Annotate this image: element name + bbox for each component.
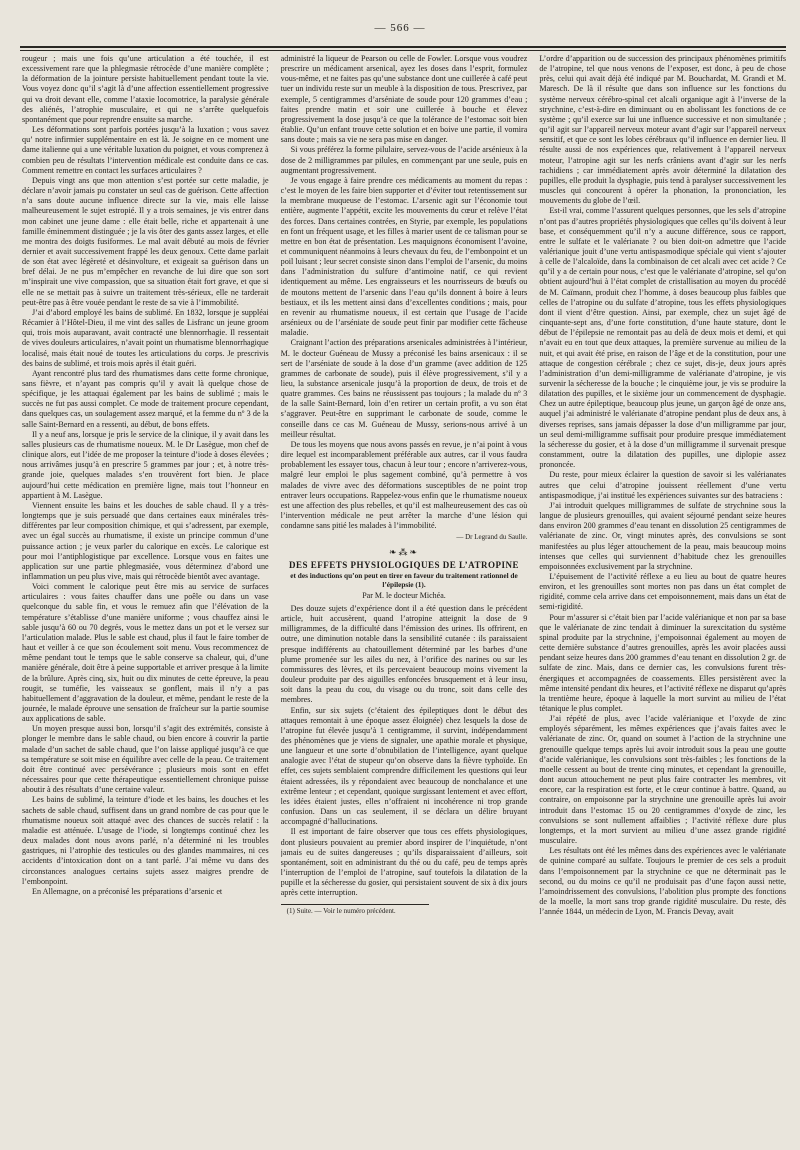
- middle-column: [281, 54, 528, 1140]
- paragraph: Viennent ensuite les bains et les douches de sable chaud. Il y a très-longtemps que je suis persuadé que dans certaines eaux minérales très-différentes par leur composition chimique, et qui s’adressent, par exemple, avec un égal succès au rhumatisme, il existe un principe commun d’une puissance action ; je veux parler du calorique en excès. Le calorique est pour moi l’antiphlogistique par excellence. Lorsque vous en faites une application sur une partie phlegmasiée, vous déterminez d’abord une inflammation un peu plus vive, mais qui rétrocède bientôt avec avantage.: [22, 500, 269, 581]
- article-title: DES EFFETS PHYSIOLOGIQUES DE L’ATROPINE: [288, 559, 520, 570]
- ornamental-separator: ❧⁂❧: [388, 546, 420, 557]
- paragraph: Est-il vrai, comme l’assurent quelques personnes, que les sels d’atropine n’ont pas d’autres propriétés physiologiques que celles qu’ils doivent à leur base, et conséquemment qu’il n’y a aucune différence, sous ce rapport, entre le sulfate et le valérianate ? ou bien doit-on admettre que l’acide valérianique jouit d’une vertu antispasmodique spéciale qui vient s’ajouter à celle de l’alcaloïde, dans la combinaison de cet alcali avec cet acide ? Ce qu’il y a de certain pour nous, c’est que le valérianate d’atropine, sel qu’on obtient aujourd’hui à l’état complet de cristallisation au moyen du procédé de M. Caïmann, produit chez l’homme, à doses beaucoup plus faibles que celles de l’atropine ou du sulfate d’atropine, tous les effets physiologiques dont il vient d’être question. Ainsi, par exemple, chez un sujet âgé de cinquante-sept ans, d’une forte constitution, d’une haute stature, dont le début de l’épilepsie ne remontait pas au delà de deux mois et demi, et qui n’avait eu en tout que deux attaques, la première survenue au milieu de la nuit, et qui avait été prise, en raison de l’âge et de la constitution, pour une attaque de congestion cérébrale ; chez ce sujet, dis-je, deux jours après l’administration d’un demi-milligramme de valérianate d’atropine, je vis survenir la sécheresse de la bouche ; le cinquième jour, je vis se produire la dilatation des pupilles, et le sixième jour un commencement de dysphagie. Chez un autre épileptique, beaucoup plus jeune, un garçon âgé de onze ans, auquel j’ai administré le valérianate d’atropine pendant plus de deux ans, à diverses reprises, sans jamais dépasser la dose d’un milligramme par jour, un seul demi-milligramme suffisait pour produire presque immédiatement la sécheresse du gosier, et à la dose d’un milligramme il survenait presque constamment, outre la dilatation des pupilles, une diplopie assez prononcée.: [539, 206, 787, 470]
- author-signature: — Dr Legrand du Saulle.: [456, 533, 528, 542]
- paragraph: Du reste, pour mieux éclairer la question de savoir si les valérianates autres que celui d’atropine jouissent réellement d’une vertu antispasmodique, j’ai institué les expériences suivantes sur des batraciens :: [539, 470, 787, 500]
- page-number: — 566 —: [374, 22, 426, 34]
- paragraph: Les bains de sublimé, la teinture d’iode et les bains, les douches et les sachets de sable chaud, suffisent dans un grand nombre de cas pour que le rhumatisme noueux soit attaqué avec des chances de succès relatif : la maladie est atténuée. L’usage de l’iode, si longtemps continué chez les deux malades dont nous avons parlé, n’a déterminé ni les troubles gastriques, ni l’atrophie des testicules ou des glandes mammaires, ni ces accidents d’intoxication dont on a tant parlé. J’ai même vu dans des circonstances analogues certains sujets assez maigres prendre de l’embonpoint.: [22, 795, 269, 886]
- middle-column-body: [281, 54, 528, 531]
- footnote: (1) Suite. — Voir le numéro précédent.: [286, 906, 396, 915]
- paragraph: Il y a neuf ans, lorsque je pris le service de la clinique, il y avait dans les salles plusieurs cas de rhumatisme noueux. M. le Dr Lasègue, mon chef de clinique alors, eut l’idée de me proposer la teinture d’iode à doses élevées ; nous arrivâmes jusqu’à en prescrire 5 grammes par jour ; et, à notre très-grande joie, quelques malades s’en trouvèrent fort bien. Je place aujourd’hui cette médication en première ligne, mais tout l’honneur en appartient à M. Lasègue.: [22, 429, 269, 500]
- text-columns: [22, 54, 786, 1140]
- paragraph: Un moyen presque aussi bon, lorsqu’il s’agit des extrémités, consiste à plonger le membre dans le sable chaud, ou bien encore à couvrir la partie malade d’un sachet de sable chaud, que l’on laisse appliqué jusqu’à ce que sa température se soit mise en équilibre avec celle de la peau. Ce traitement doit être continué avec persévérance ; plusieurs mois sont en effet nécessaires pour que cette thérapeutique essentiellement chronique puisse aboutir à des résultats d’une certaine valeur.: [22, 724, 269, 795]
- paragraph: Si vous préférez la forme pilulaire, servez-vous de l’acide arsénieux à la dose de 2 milligrammes par pilules, en commençant par une seule, puis en augmentant progressivement.: [280, 145, 528, 175]
- left-column: [22, 54, 269, 1140]
- paragraph: Je vous engage à faire prendre ces médicaments au moment du repas : c’est le moyen de les faire bien supporter et d’éviter tout retentissement sur la membrane muqueuse de l’estomac. L’arsenic agit sur l’économie tout entière, augmente l’appétit, excite les mouvements du cœur et relève l’état des forces. Dans certaines contrées, en Styrie, par exemple, les populations en font un fréquent usage, et les filles à marier usent de ce talisman pour se mettre en bon état de présentation. Les maquignons économisent l’avoine, et communiquent néanmoins à leurs chevaux du feu, de l’embonpoint et un poil luisant ; leur secret consiste sinon dans l’emploi de l’arsenic, du moins dans l’administration du sulfure d’antimoine natif, ce qui revient identiquement au même. Les engraisseurs et les nourrisseurs de bœufs ou de moutons mettent de l’arsenic dans l’eau qu’ils donnent à boire à leurs bestiaux, et ils les mettent ainsi dans d’excellentes conditions ; mais, pour en revenir au rhumatisme noueux, il est certain que l’usage de l’acide arsénieux ou de l’arséniate de soude peut finir par modifier cette fâcheuse maladie.: [280, 175, 528, 338]
- paragraph: Il est important de faire observer que tous ces effets physiologiques, dont plusieurs pouvaient au premier abord inspirer de l’inquiétude, n’ont jamais eu de suites dangereuses ; qu’ils disparaissaient d’ailleurs, soit spontanément, soit en administrant du thé ou du café, peu de temps après l’interruption de l’emploi de l’atropine, sauf toutefois la dilatation de la pupille et la sécheresse du gosier, qui persistaient souvent de six à dix jours après cette interruption.: [280, 827, 528, 898]
- paragraph: Voici comment le calorique peut être mis au service de surfaces articulaires : vous faites chauffer dans une poêle ou dans un vase quelconque du sable fin, et vous le remuez afin que l’élévation de la température s’établisse d’une manière uniforme ; vous chauffez ainsi le sable jusqu’à 60 ou 70 degrés, vous le mettez dans un pot et le versez sur l’articulation malade. Plus le sable est chaud, plus il faut le faire tomber de haut et veiller à ce que son écoulement soit menu. Vous recommencez de même pendant tout le temps que le sable conserve sa chaleur, qui, d’une manière générale, doit être à peine supportable et arriver presque à la limite de la brûlure. Après cinq, six, huit ou dix minutes de cette épreuve, la peau rougit, se tuméfie, les vaisseaux se gonflent, mais il n’y a pas habituellement d’aggravation de la douleur, et même, pendant le reste de la journée, le malade éprouve une sensation de fraîcheur sur la partie soumise aux applications de sable.: [22, 582, 269, 724]
- paragraph: Les résultats ont été les mêmes dans des expériences avec le valérianate de quinine comparé au sulfate. Toujours le premier de ces sels a produit dans l’empoisonnement par la strychnine ce que ne déterminait pas le second, ou du moins ce qu’il ne produisait pas d’une façon aussi nette, l’amoindrissement des convulsions, l’abolition plus prompte des fonctions de la moelle, la mort sans trop grande rigidité musculaire. Du reste, dès l’année 1844, un médecin de Lyon, M. Francis Devay, avait: [539, 846, 787, 917]
- paragraph: administré la liqueur de Pearson ou celle de Fowler. Lorsque vous voudrez prescrire un médicament arsenical, ayez les doses dans l’esprit, formulez vous-même, et ne faites pas qu’une substance dont une cuillerée à café peut tuer un individu reste sur un meuble à la disposition de tous. Prescrivez, par exemple, 5 centigrammes d’arséniate de soude pour 120 grammes d’eau ; faites prendre matin et soir une cuillerée à bouche et élevez progressivement la dose jusqu’à ce que la tolérance de l’estomac soit bien établie. Qu’un enfant trouve cette solution et en boive une partie, il vomira sans doute ; mais sa vie ne sera pas mise en danger.: [280, 54, 528, 145]
- paragraph: J’ai d’abord employé les bains de sublimé. En 1832, lorsque je suppléai Récamier à l’Hôtel-Dieu, il me vint des salles de Lisfranc un jeune groom qui, trois mois auparavant, avait contracté une blennorrhagie. Il ressentait de vives douleurs articulaires, n’avait point un rhumatisme blennorrhagique localisé, mais était noué de toutes les articulations du corps. Je prescrivis des bains de sublimé, et trois mois après il était guéri.: [22, 307, 269, 368]
- paragraph: L’ordre d’apparition ou de succession des principaux phénomènes primitifs de l’atropine, tel que nous venons de l’exposer, est donc, à peu de chose près, celui qui avait déjà été indiqué par M. Bouchardat, M. Grandi et M. Maresch. De là il résulte que dans son influence sur les fonctions du système nerveux cérébro-spinal cet alcali organique agit à l’inverse de la strychnine, c’est-à-dire en diminuant ou en abolissant les fonctions de ce système ; qu’il exerce sur lui une influence successive et non simultanée ; qu’il agit sur l’appareil nerveux moteur avant d’agir sur l’appareil nerveux sensitif, et que ce sont les lobes cérébraux qu’il influence en dernier lieu. Il résulte aussi de nos expériences que, relativement à l’appareil nerveux moteur, l’atropine agit sur les nerfs crâniens avant d’agir sur les nerfs rachidiens ; car immédiatement après avoir déterminé la dilatation des pupilles, elle produit la dysphagie, puis tend à paralyser successivement les muscles qui concourent à opérer la phonation, la prononciation, les mouvements du globe de l’œil.: [539, 54, 787, 206]
- article-author: Par M. le docteur Michéa.: [362, 590, 446, 600]
- paragraph: L’épuisement de l’activité réflexe a eu lieu au bout de quatre heures environ, et les grenouilles sont mortes non pas dans un état complet de rigidité, comme cela arrive dans cet empoisonnement, mais dans un état de semi-rigidité.: [539, 571, 787, 612]
- paragraph: Enfin, sur six sujets (c’étaient des épileptiques dont le début des attaques remontait à une époque assez éloignée) chez lesquels la dose de l’atropine fut élevée jusqu’à 1 centigramme, il survint, indépendamment des phénomènes que je viens de signaler, une apathie morale et physique, une langueur et une sorte d’obnubilation de l’intelligence, ayant quelque analogie avec l’état de stupeur qu’on observe dans la fièvre typhoïde. En effet, ces sujets semblaient comprendre difficilement les questions qui leur étaient adressées, ils y répondaient avec beaucoup de nonchalance et une extrême lenteur ; et cependant, quoique surgissant lentement et avec effort, les idées étaient justes, elles n’offraient ni incohérence ni trop grande confusion. Dans un cas seulement, il se déclara un délire bruyant accompagné d’hallucinations.: [280, 705, 528, 827]
- paragraph: Les déformations sont parfois portées jusqu’à la luxation ; vous savez qu’ notre infirmier supplémentaire en est là. Je soigne en ce moment une dame italienne qui a une véritable luxation du poignet, et vous comprenez à combien peu de résultats l’intervention médicale est conduite dans ce cas. Comment remettre en contact les surfaces articulaires ?: [22, 125, 269, 175]
- paragraph: rougeur ; mais une fois qu’une articulation a été touchée, il est excessivement rare que la phlegmasie rétrocède d’une manière complète ; la déformation de la jointure persiste habituellement pendant toute la vie. Vous voyez donc qu’il s’agit là d’une affection essentiellement progressive qui va droit devant elle, comme l’ataxie locomotrice, la paralysie générale des aliénés, l’atrophie musculaire, et qui ne s’arrête quelquefois spontanément que pour reprendre ensuite sa marche.: [22, 54, 269, 124]
- paragraph: En Allemagne, on a préconisé les préparations d’arsenic et: [32, 886, 223, 896]
- article-body: [281, 604, 528, 899]
- paragraph: Craignant l’action des préparations arsenicales administrées à l’intérieur, M. le docteur Guéneau de Mussy a préconisé les bains arsenicaux : il se sert de l’arséniate de soude à la dose d’un gramme (avec addition de 125 grammes de carbonate de soude), puis il élève progressivement, s’il y a lieu, la substance arsenicale jusqu’à la proportion de deux, de trois et de quatre grammes. Ces bains ne réussissent pas toujours ; la malade du nº 3 de la salle Saint-Bernard, loin d’en retirer un certain profit, a vu son état s’aggraver. Peut-être en supprimant le carbonate de soude, comme le conseille dans ce cas M. Guéneau de Mussy, serions-nous arrivé à un meilleur résultat.: [280, 338, 528, 439]
- footnote-rule: [281, 904, 429, 905]
- header-rule: [20, 46, 786, 51]
- article-subtitle: et des inductions qu’on peut en tirer en faveur du traitement rationnel de l’épilepsie (1).: [290, 570, 518, 589]
- paragraph: J’ai introduit quelques milligrammes de sulfate de strychnine sous la langue de plusieurs grenouilles, qui avaient séjourné pendant seize heures dans environ 200 grammes d’eau tenant en dissolution 25 centigrammes de valérianate de zinc. Or, vingt minutes après, des convulsions se sont manifestées au plus léger attouchement de la peau, mais beaucoup moins intenses que celles qui surviennent d’habitude chez les grenouilles empoisonnées exclusivement par la strychnine.: [539, 500, 787, 571]
- paragraph: Depuis vingt ans que mon attention s’est portée sur cette maladie, je déclare n’avoir jamais pu constater un seul cas de guérison. Cette affection n’a sans doute aucune influence directe sur la vie, mais elle laisse malheureusement le sujet estropié. Il y a trois semaines, je vis entrer dans mon cabinet une jeune dame : elle était belle, riche et appartenait à une famille éminemment distinguée ; je la vis ôter des gants assez larges, et elle me montra des doigts fusiformes. Le mal avait débuté au mois de février dernier et avait successivement frappé les deux genoux. Cette dame parlait de son état avec légèreté et désinvolture, et exigeait sa guérison dans un bref délai. Je ne pus m’empêcher en revanche de lui dire que son sort m’inspirait une vive compassion, que sa situation était fort grave, et que si elle ne se mettait pas à suivre un traitement très-sérieux, elle ne tarderait peut-être pas à être vouée pendant le reste de sa vie à l’immobilité.: [22, 175, 269, 307]
- right-column: [539, 54, 786, 1140]
- paragraph: J’ai répété de plus, avec l’acide valérianique et l’oxyde de zinc employés séparément, les mêmes expériences que j’avais faites avec le valérianate de zinc. Or, quand on soumet à l’action de la strychnine une grenouille quelque temps après lui avoir introduit sous la peau une goutte d’acide valérianique, les convulsions sont très-faibles ; les fonctions de la moelle cessent au bout de trente cinq minutes, et cependant la grenouille, dont aucun attouchement ne peut plus faire contracter les membres, vit encore, car la respiration est forte, et le cœur continue à battre. Quand, au contraire, on empoisonne par la strychnine une grenouille après lui avoir introduit dans l’estomac 15 ou 20 centigrammes d’oxyde de zinc, les convulsions se sont nullement affaiblies ; l’activité réflexe dure plus longtemps, et la mort survient au milieu d’une assez grande rigidité musculaire.: [539, 714, 787, 846]
- paragraph: Pour m’assurer si c’était bien par l’acide valérianique et non par sa base que le valérianate de zinc tendait à diminuer la surexcitation du système spinal produite par la strychnine, j’empoisonnai également au moyen de cette dernière substance d’autres grenouilles, après les avoir placées aussi pendant seize heures dans 200 grammes d’eau tenant en dissolution 2 gr. de sulfate de zinc. Mais, dans ce dernier cas, les convulsions furent très-énergiques et accompagnées de coassements. Elles persistèrent avec la même intensité pendant dix heures, et l’activité réflexe ne disparut qu’après la trentième heure, époque à laquelle la mort survint au milieu de l’état tétanique le plus complet.: [539, 612, 787, 713]
- paragraph: Ayant rencontré plus tard des rhumatismes dans cette forme chronique, sans fièvre, et n’ayant pas compris qu’il y avait là quelque chose de spécifique, je les attaquai également par les bains de sublimé ; mais le succès ne fut pas aussi complet. Ce mode de traitement procure cependant, dans quelques cas, un soulagement assez marqué, et la femme du nº 3 de la salle Saint-Bernard en a ressenti, au début, de bons effets.: [22, 368, 269, 429]
- paragraph: Des douze sujets d’expérience dont il a été question dans le précédent article, huit accusèrent, quand l’atropine atteignit la dose de 9 milligrammes, de la difficulté dans l’émission des urines. Ils offrirent, en outre, une diminution notable dans la sensibilité cutanée : ils paraissaient presque indifférents au chatouillement déterminé par les barbes d’une plume promenée sur les ailes du nez, à l’orifice des narines ou sur les commissures des lèvres, et ils percevaient beaucoup moins vivement la douleur produite par des aiguilles enfoncées brusquement et à leur insu, soit dans la peau du cou, du visage ou du tronc, soit dans celle des membres.: [280, 603, 528, 705]
- paragraph: De tous les moyens que nous avons passés en revue, je n’ai point à vous dire lequel est incomparablement préférable aux autres, car il vous faudra probablement les essayer tous, chacun à leur tour ; encore n’arriverez-vous, malgré leur emploi le plus sagement combiné, qu’à permettre à vos malades de vivre avec des déformations susceptibles de ne point trop entraver leurs occupations. Rappelez-vous enfin que le rhumatisme noueux est une affection des plus rebelles, et qu’il est malheureusement des cas où l’intervention médicale ne peut arrêter la marche d’une lésion qui condamne sans pitié les malades à l’immobilité.: [280, 439, 528, 531]
